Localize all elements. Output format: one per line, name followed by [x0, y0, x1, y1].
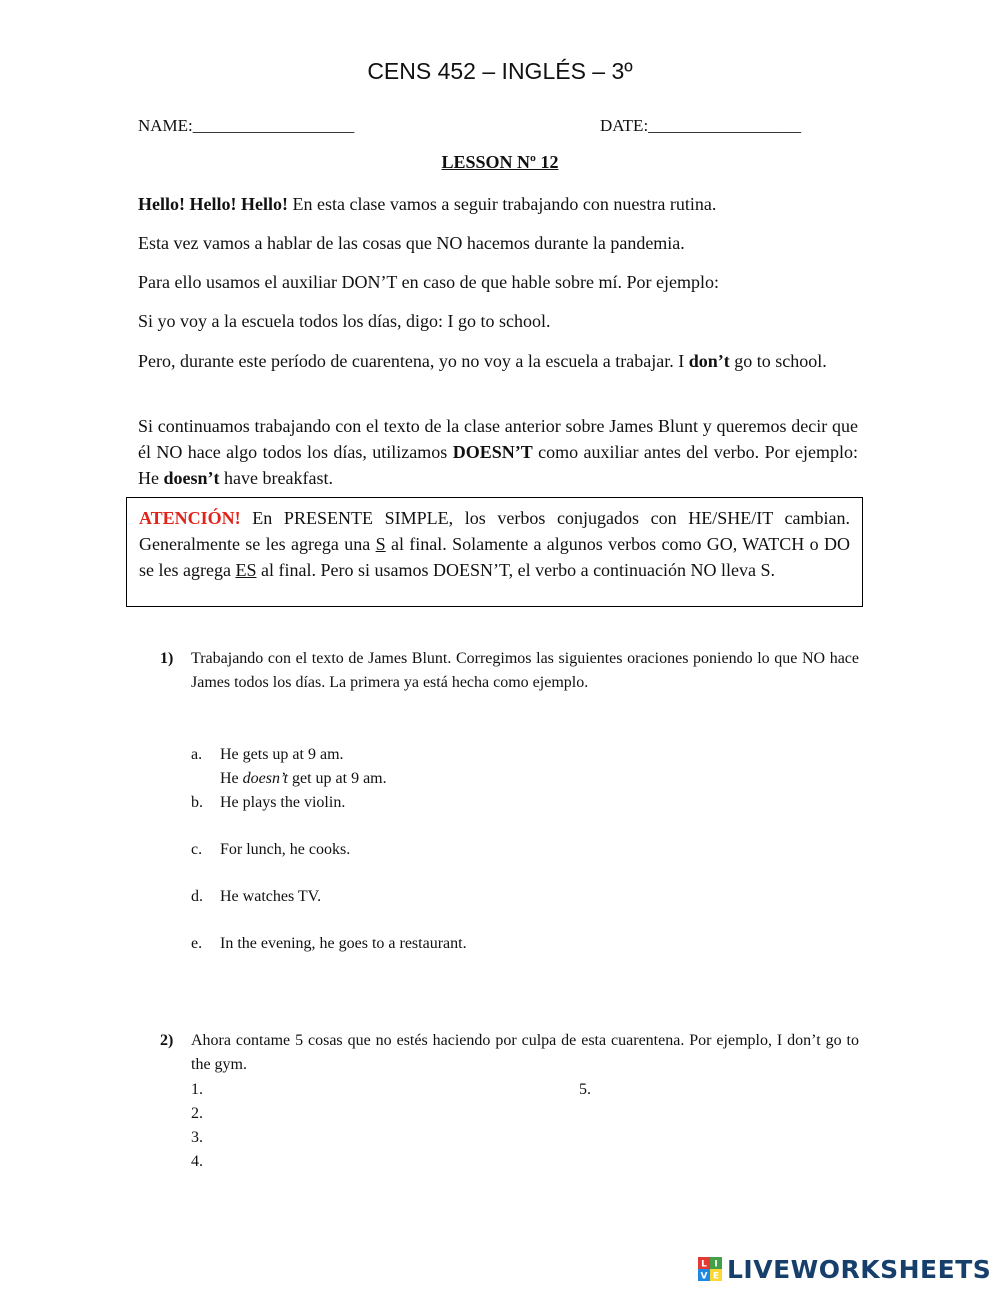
exercise-1-item-letter: c.: [191, 841, 203, 858]
intro-paragraph-1: Hello! Hello! Hello! En esta clase vamos a seguir trabajando con nuestra rutina.: [138, 194, 717, 214]
svg-text:I: I: [714, 1259, 718, 1270]
answer-line-2: 2.: [191, 1105, 203, 1122]
date-field-label: DATE:__________________: [600, 116, 802, 135]
answer-line-5: 5.: [579, 1081, 591, 1098]
exercise-1-instruction: Trabajando con el texto de James Blunt. Corregimos las siguientes oraciones poniendo lo que NO hace James todos los días. La primera ya está hecha como ejemplo.: [191, 650, 859, 691]
logo-text: LIVEWORKSHEETS: [727, 1254, 992, 1284]
exercise-1-number: 1): [160, 650, 174, 667]
attention-label: ATENCIÓN!: [139, 508, 241, 528]
svg-text:V: V: [700, 1271, 708, 1282]
exercise-1-item-letter: d.: [191, 888, 203, 905]
svg-text:L: L: [701, 1259, 707, 1270]
exercise-1-example-answer: He doesn’t get up at 9 am.: [220, 770, 387, 787]
greeting: Hello! Hello! Hello!: [138, 194, 288, 214]
answer-line-1: 1.: [191, 1081, 203, 1098]
lesson-heading: LESSON Nº 12: [441, 152, 559, 172]
intro-paragraph-3: Para ello usamos el auxiliar DON’T en caso de que hable sobre mí. Por ejemplo:: [138, 272, 720, 292]
exercise-2-instruction: Ahora contame 5 cosas que no estés haciendo por culpa de esta cuarentena. Por ejemplo, I don’t go to the gym.: [191, 1032, 859, 1073]
exercise-1-item-b: He plays the violin.: [220, 794, 346, 811]
page-title: CENS 452 – INGLÉS – 3º: [367, 58, 633, 84]
live-blocks-icon: [697, 1256, 723, 1282]
exercise-2-number: 2): [160, 1032, 174, 1049]
liveworksheets-logo: [697, 1255, 991, 1283]
exercise-1-item-letter: b.: [191, 794, 203, 811]
exercise-1-item-letter: e.: [191, 935, 203, 952]
exercise-1-item-e: In the evening, he goes to a restaurant.: [220, 935, 467, 952]
svg-text:E: E: [712, 1271, 720, 1282]
intro-paragraph-2: Esta vez vamos a hablar de las cosas que NO hacemos durante la pandemia.: [138, 233, 685, 253]
exercise-1-item-a: He gets up at 9 am.: [220, 746, 344, 763]
attention-box: ATENCIÓN! En PRESENTE SIMPLE, los verbos conjugados con HE/SHE/IT cambian. Generalmente se les agrega una S al final. Solamente a algunos verbos como GO, WATCH o DO se les agrega ES al final. Pero si usamos DOESN’T, el verbo a continuación NO lleva S.: [126, 497, 863, 607]
intro-paragraph-6: Si continuamos trabajando con el texto de la clase anterior sobre James Blunt y queremos decir que él NO hace algo todos los días, utilizamos DOESN’T como auxiliar antes del verbo. Por ejemplo: He doesn’t have breakfast.: [138, 416, 858, 488]
name-field-label: NAME:___________________: [138, 116, 355, 135]
intro-paragraph-5: Pero, durante este período de cuarentena, yo no voy a la escuela a trabajar. I don’t go to school.: [138, 351, 827, 371]
exercise-1-item-d: He watches TV.: [220, 888, 322, 905]
answer-line-4: 4.: [191, 1153, 203, 1170]
answer-line-3: 3.: [191, 1129, 203, 1146]
exercise-1-item-letter: a.: [191, 746, 203, 763]
exercise-1-item-c: For lunch, he cooks.: [220, 841, 351, 858]
intro-paragraph-4: Si yo voy a la escuela todos los días, digo: I go to school.: [138, 311, 551, 331]
